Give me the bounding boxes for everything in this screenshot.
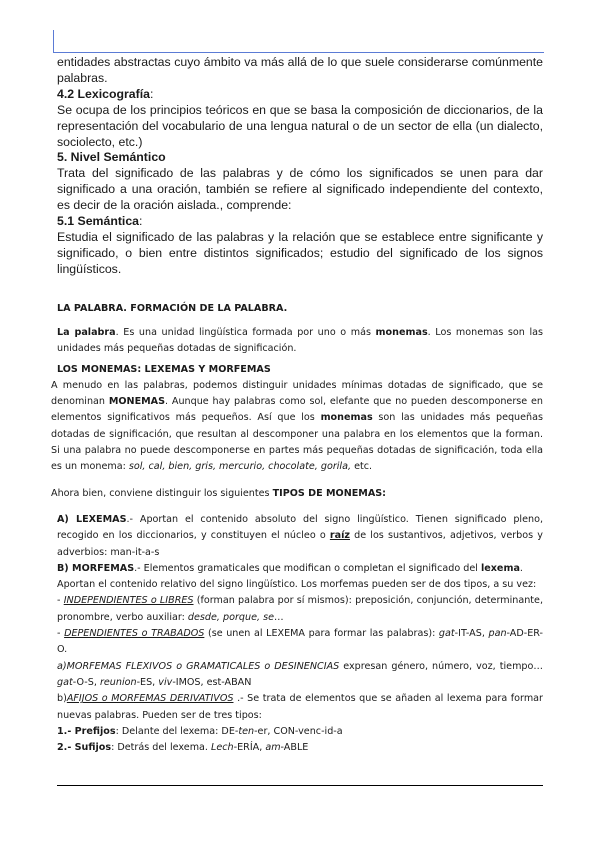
paragraph-sufijos: 2.- Sufijos: Detrás del lexema. Lech-ERÍA, am-ABLE xyxy=(57,742,309,754)
section-la-palabra xyxy=(51,301,544,757)
heading-monemas: LOS MONEMAS: LEXEMAS Y MORFEMAS xyxy=(57,363,271,375)
heading-lexicografia: 4.2 Lexicografía: xyxy=(57,86,154,101)
monema-examples: sol, cal, bien, gris, mercurio, chocolate, gorila, xyxy=(128,461,352,473)
paragraph-derivativos: b)AFIJOS o MORFEMAS DERIVATIVOS .- Se trata de elementos que se añaden al lexema para formar nuevas palabras. Pueden ser de tres tipos: xyxy=(57,693,543,721)
header-margin-mark xyxy=(53,30,54,52)
paragraph-semantica: Estudia el significado de las palabras y la relación que se establece entre significante y significado, o bien entre distintos significados; estudio del significado de los signos lingüísticos. xyxy=(57,229,543,276)
paragraph-monemas: A menudo en las palabras, podemos distinguir unidades mínimas dotadas de significado, que se denominan MONEMAS. Aunque hay palabras como sol, elefante que no pueden descomponerse en elementos significativos más pequeños. Así que los monemas son las unidades más pequeñas dotadas de significación, que resultan al descomponer una palabra en los elementos que la forman. Si una palabra no puede descomponerse en partes más pequeñas dotadas de significación, toda ella es un monema: sol, cal, bien, gris, mercurio, chocolate, gorila, etc. xyxy=(51,379,544,473)
heading-semantica: 5.1 Semántica: xyxy=(57,214,143,229)
paragraph-prefijos: 1.- Prefijos: Delante del lexema: DE-ten-er, CON-venc-id-a xyxy=(57,725,343,737)
section-linguistic-levels xyxy=(57,55,543,278)
header-rule xyxy=(53,52,544,53)
paragraph-nivel-semantico: Trata del significado de las palabras y de cómo los significados se unen para dar significado a una oración, también se refiere al significado independiente del contexto, es decir de la oración aislada., comprende: xyxy=(57,166,543,213)
footer-rule xyxy=(57,785,543,786)
paragraph-morfemas-tipos: Aportan el contenido relativo del signo lingüístico. Los morfemas pueden ser de dos tipos, a su vez: xyxy=(57,579,537,591)
paragraph-morfemas: B) MORFEMAS.- Elementos gramaticales que modifican o completan el significado del lexema. xyxy=(57,562,523,574)
heading-la-palabra: LA PALABRA. FORMACIÓN DE LA PALABRA. xyxy=(57,302,288,314)
paragraph-tipos-monemas: Ahora bien, conviene distinguir los siguientes TIPOS DE MONEMAS: xyxy=(51,487,387,499)
paragraph-intro: entidades abstractas cuyo ámbito va más allá de lo que suele considerarse comúnmente palabras. xyxy=(57,55,543,85)
raiz-term: raíz xyxy=(329,530,350,542)
paragraph-la-palabra: La palabra. Es una unidad lingüística formada por uno o más monemas. Los monemas son las unidades más pequeñas dotadas de significación. xyxy=(57,326,543,355)
paragraph-dependientes: - DEPENDIENTES o TRABADOS (se unen al LEXEMA para formar las palabras): gat-IT-AS, pan-AD-ER-O. xyxy=(57,628,544,656)
paragraph-lexemas: A) LEXEMAS.- Aportan el contenido absoluto del signo lingüístico. Tienen significado pleno, recogido en los diccionarios, y constituyen el núcleo o raíz de los sustantivos, adjetivos, verbos y adverbios: man-it-a-s xyxy=(57,513,544,558)
paragraph-flexivos: a)MORFEMAS FLEXIVOS o GRAMATICALES o DESINENCIAS expresan género, número, voz, tiempo…gat-O-S, reunion-ES, viv-IMOS, est-ABAN xyxy=(57,660,543,688)
paragraph-independientes: - INDEPENDIENTES o LIBRES (forman palabra por sí mismos): preposición, conjunción, determinante, pronombre, verbo auxiliar: desde, porque, se… xyxy=(57,595,543,623)
paragraph-lexicografia: Se ocupa de los principios teóricos en que se basa la composición de diccionarios, de la representación del vocabulario de una lengua natural o de un sector de ella (un dialecto, sociolecto, etc.) xyxy=(57,102,543,149)
document-page xyxy=(51,55,544,756)
heading-nivel-semantico: 5. Nivel Semántico xyxy=(57,150,166,165)
